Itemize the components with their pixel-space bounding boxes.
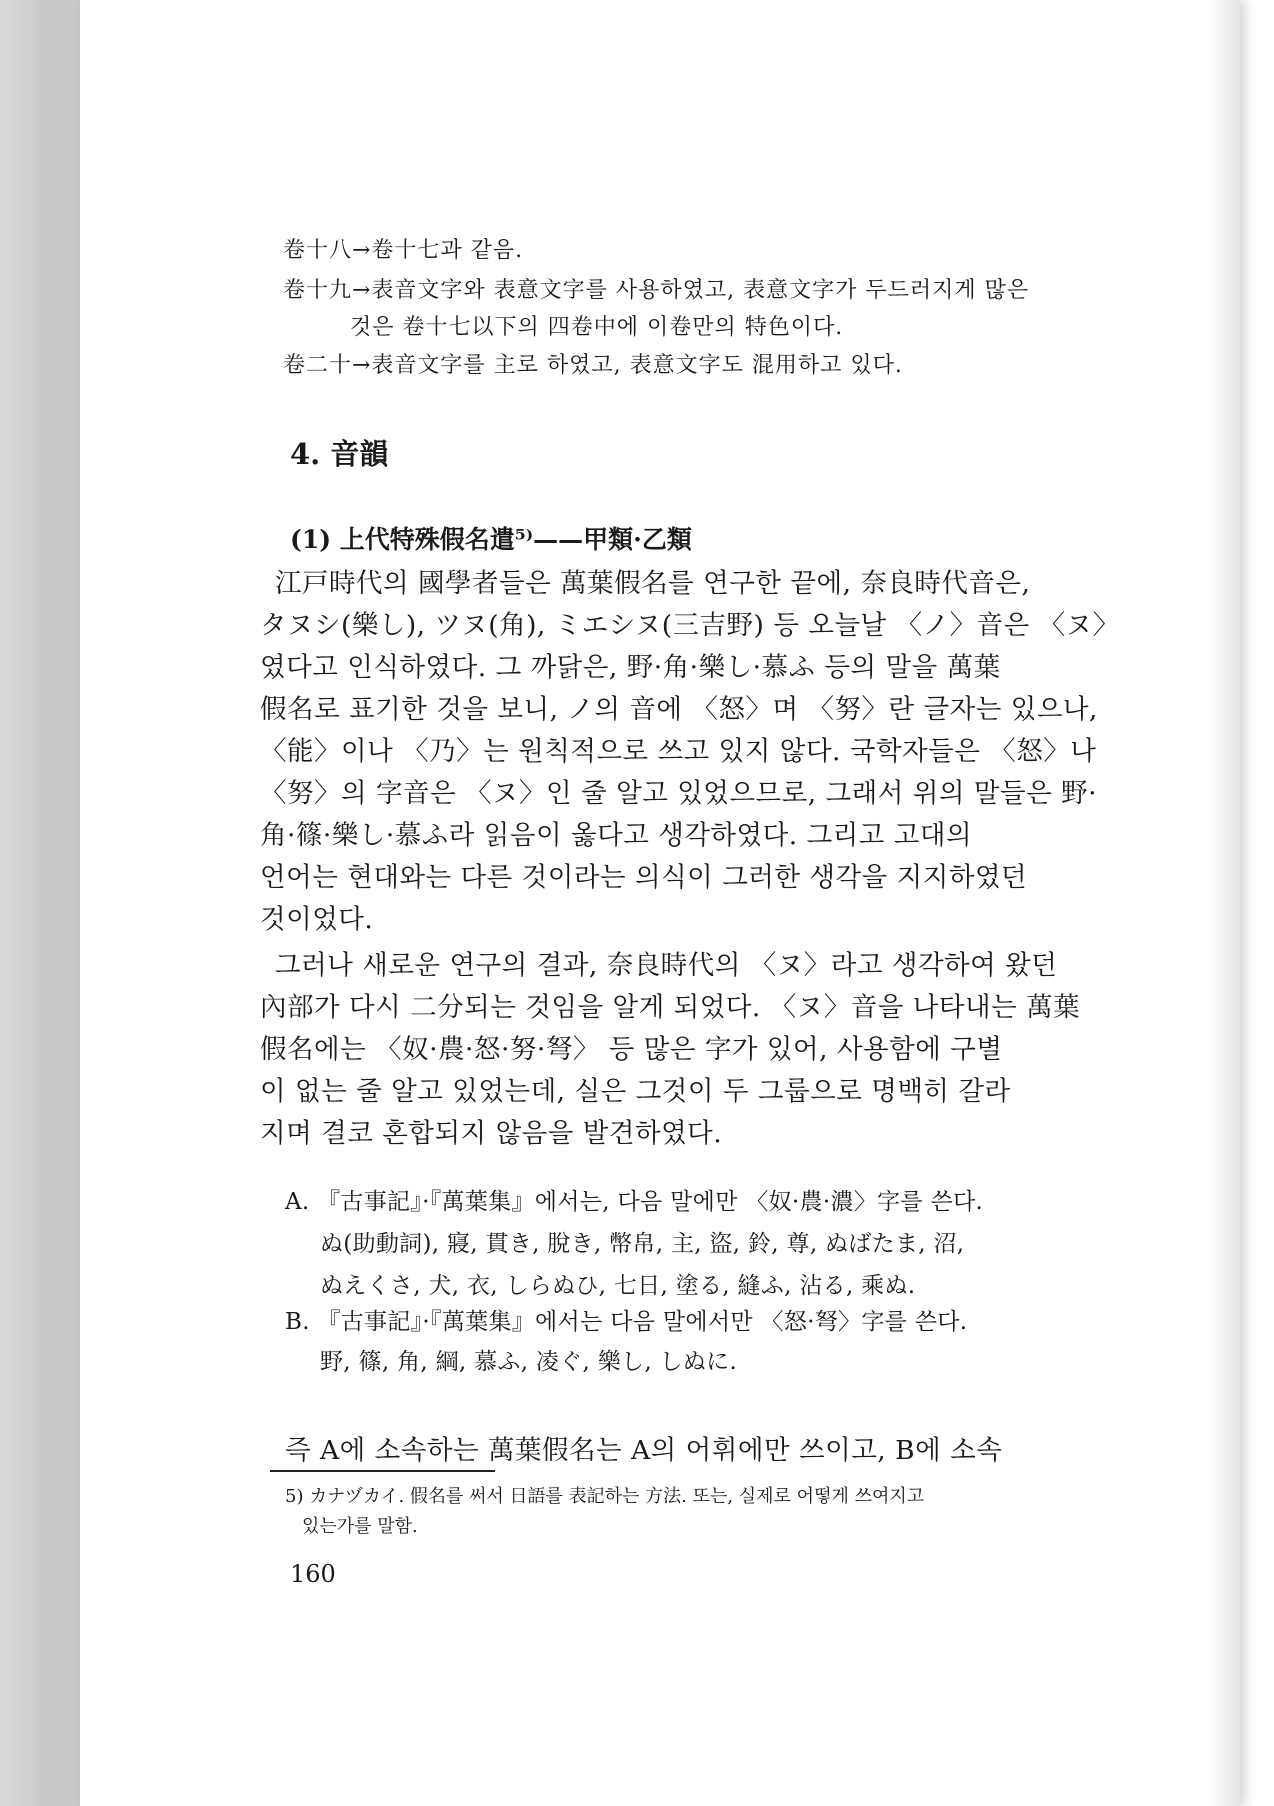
paragraph-line: 江戸時代의 國學者들은 萬葉假名를 연구한 끝에, 奈良時代音은, xyxy=(275,568,1031,599)
page-stack-edge xyxy=(40,0,81,1806)
paragraph-line: 假名로 표기한 것을 보니, ノ의 音에 〈怒〉며 〈努〉란 글자는 있으나, xyxy=(260,694,1098,725)
paragraph-line: 〈努〉의 字音은 〈ヌ〉인 줄 알고 있었으므로, 그래서 위의 말들은 野· xyxy=(260,778,1098,809)
paragraph-line: 假名에는 〈奴·農·怒·努·弩〉 등 많은 字가 있어, 사용함에 구별 xyxy=(260,1034,1003,1065)
paragraph-line: 것이었다. xyxy=(260,904,374,935)
book-page xyxy=(80,0,1240,1806)
paragraph-line: 그러나 새로운 연구의 결과, 奈良時代의 〈ヌ〉라고 생각하여 왔던 xyxy=(275,950,1058,981)
page-number: 160 xyxy=(290,1560,336,1588)
paragraph-line: 角·篠·樂し·慕ふ라 읽음이 옳다고 생각하였다. 그리고 고대의 xyxy=(260,820,973,851)
list-item: ぬえくさ, 犬, 衣, しらぬひ, 七日, 塗る, 縫ふ, 沾る, 乘ぬ. xyxy=(320,1273,916,1299)
paragraph-line: タヌシ(樂し), ツヌ(角), ミエシヌ(三吉野) 등 오늘날 〈ノ〉音은 〈ヌ〉 xyxy=(260,610,1120,641)
footnote-line: 있는가를 말함. xyxy=(302,1516,418,1537)
list-item: B. 『古事記』·『萬葉集』에서는 다음 말에서만 〈怒·弩〉字를 쓴다. xyxy=(285,1309,968,1335)
footnote-rule xyxy=(270,1470,495,1472)
volume-line: 것은 卷十七以下의 四卷中에 이卷만의 特色이다. xyxy=(350,315,844,340)
paragraph-line: 〈能〉이나 〈乃〉는 원칙적으로 쓰고 있지 않다. 국학자들은 〈怒〉나 xyxy=(260,736,1097,767)
subsection-title: (1) 上代特殊假名遣⁵⁾——甲類·乙類 xyxy=(290,525,692,554)
list-item: 野, 篠, 角, 綱, 慕ふ, 凌ぐ, 樂し, しぬに. xyxy=(320,1349,738,1375)
page-right-shade xyxy=(1206,0,1240,1806)
list-item: ぬ(助動詞), 寢, 貫き, 脫き, 幣帛, 主, 盜, 鈴, 尊, ぬばたま, 沼, xyxy=(320,1231,965,1257)
footnote-line: 5) カナヅカイ. 假名를 써서 日語를 表記하는 方法. 또는, 실제로 어떻게 쓰여지고 xyxy=(285,1486,925,1507)
volume-line: 卷十九→表音文字와 表意文字를 사용하였고, 表意文字가 두드러지게 많은 xyxy=(283,278,1030,303)
volume-line: 卷二十→表音文字를 主로 하였고, 表意文字도 混用하고 있다. xyxy=(283,353,903,378)
paragraph-line: 였다고 인식하였다. 그 까닭은, 野·角·樂し·慕ふ 등의 말을 萬葉 xyxy=(260,652,1001,683)
closing-line: 즉 A에 소속하는 萬葉假名는 A의 어휘에만 쓰이고, B에 소속 xyxy=(285,1435,1003,1466)
section-title: 4. 音韻 xyxy=(290,437,389,471)
paragraph-line: 언어는 현대와는 다른 것이라는 의식이 그러한 생각을 지지하였던 xyxy=(260,862,1028,893)
paragraph-line: 지며 결코 혼합되지 않음을 발견하였다. xyxy=(260,1118,723,1149)
paragraph-line: 內部가 다시 二分되는 것임을 알게 되었다. 〈ヌ〉音을 나타내는 萬葉 xyxy=(260,992,1081,1023)
paragraph-line: 이 없는 줄 알고 있었는데, 실은 그것이 두 그룹으로 명백히 갈라 xyxy=(260,1076,1011,1107)
volume-line: 卷十八→卷十七과 같음. xyxy=(283,238,524,263)
list-item: A. 『古事記』·『萬葉集』에서는, 다음 말에만 〈奴·農·濃〉字를 쓴다. xyxy=(285,1189,984,1215)
